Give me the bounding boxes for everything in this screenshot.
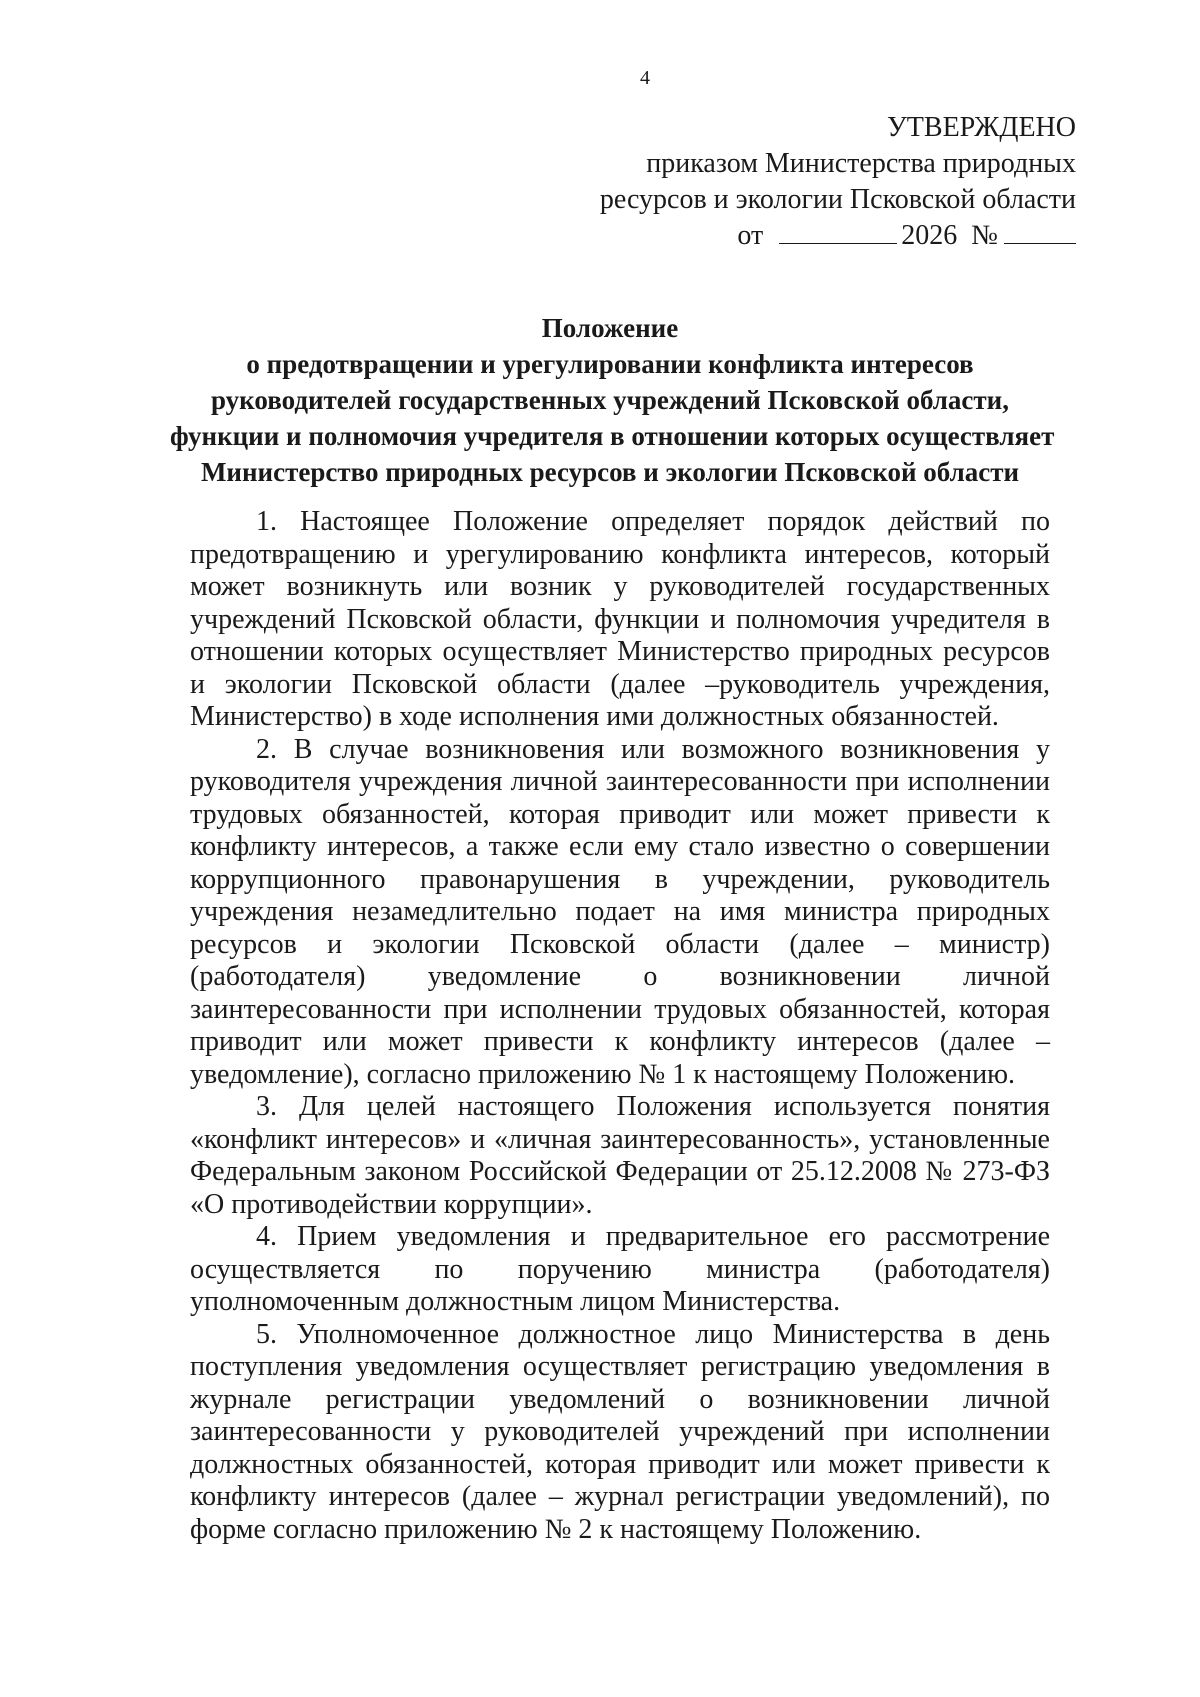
date-blank: [779, 221, 897, 244]
document-body: [190, 506, 1050, 1546]
approval-date-year: 2026: [901, 220, 958, 251]
title-line-2: о предотвращении и урегулировании конфликта интересов: [246, 349, 974, 379]
title-line-1: Положение: [541, 313, 679, 343]
page-number: 4: [640, 67, 650, 89]
paragraph-4: 4. Прием уведомления и предварительное его рассмотрение осуществляется по поручению министра (работодателя) уполномоченным должностным лицом Министерства.: [190, 1221, 1050, 1317]
title-line-3: руководителей государственных учреждений Псковской области,: [211, 385, 1009, 415]
paragraph-2: 2. В случае возникновения или возможного возникновения у руководителя учреждения личной заинтересованности при исполнении трудовых обязанностей, которая приводит или может привести к конфликту интересов, а также если ему стало известно о совершении коррупционного правонарушения в учреждении, руководитель учреждения незамедлительно подает на имя министра природных ресурсов и экологии Псковской области (далее – министр) (работодателя) уведомление о возникновении личной заинтересованности при исполнении трудовых обязанностей, которая приводит или может привести к конфликту интересов (далее – уведомление), согласно приложению № 1 к настоящему Положению.: [190, 733, 1050, 1090]
approval-stamp: [516, 110, 1076, 254]
paragraph-3: 3. Для целей настоящего Положения используется понятия «конфликт интересов» и «личная заинтересованность», установленные Федеральным законом Российской Федерации от 25.12.2008 № 273-ФЗ «О противодействии коррупции».: [190, 1091, 1050, 1220]
approval-date-prefix: от: [737, 220, 764, 251]
paragraph-5: 5. Уполномоченное должностное лицо Министерства в день поступления уведомления осуществляет регистрацию уведомления в журнале регистрации уведомлений о возникновении личной заинтересованности у руководителей учреждений при исполнении должностных обязанностей, которая приводит или может привести к конфликту интересов (далее – журнал регистрации уведомлений), по форме согласно приложению № 2 к настоящему Положению.: [190, 1318, 1050, 1545]
document-title: [170, 310, 1055, 490]
title-line-4: функции и полномочия учредителя в отношении которых осуществляет: [170, 421, 1055, 451]
approval-heading: УТВЕРЖДЕНО: [886, 112, 1076, 143]
number-blank: [1004, 221, 1076, 244]
approval-number-sign: №: [971, 220, 998, 251]
approval-ministry-line: ресурсов и экологии Псковской области: [599, 184, 1076, 215]
approval-order-line: приказом Министерства природных: [646, 148, 1076, 179]
paragraph-1: 1. Настоящее Положение определяет порядок действий по предотвращению и урегулированию конфликта интересов, который может возникнуть или возник у руководителей государственных учреждений Псковской области, функции и полномочия учредителя в отношении которых осуществляет Министерство природных ресурсов и экологии Псковской области (далее –руководитель учреждения, Министерство) в ходе исполнения ими должностных обязанностей.: [190, 506, 1050, 732]
approval-date-line: [516, 218, 1076, 254]
title-line-5: Министерство природных ресурсов и экологии Псковской области: [200, 457, 1020, 487]
